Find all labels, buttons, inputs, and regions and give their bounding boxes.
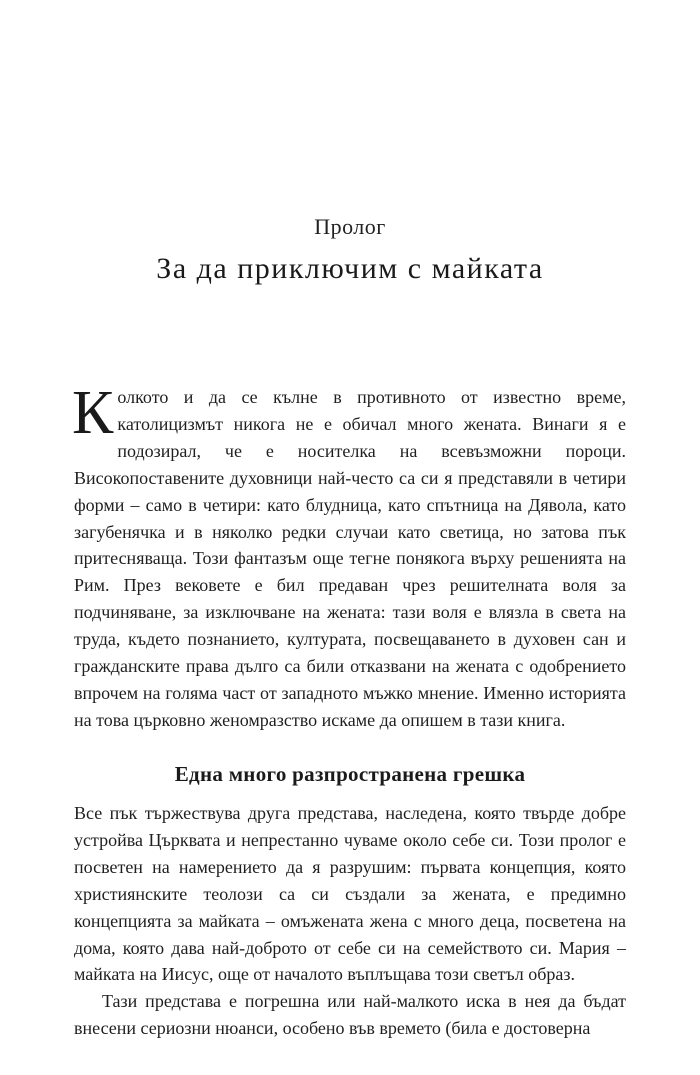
drop-cap-letter: К	[72, 379, 114, 447]
intro-paragraph	[72, 379, 626, 734]
prolog-label: Пролог	[314, 214, 386, 239]
section-paragraph-1: Все пък тържествува друга представа, наследена, която твърде добре устройва Църквата и непрестанно чуваме около себе си. Този пролог е посветен на намерението да я разрушим: първата концепция, която християнските теолози са си създали за жената, е предимно концепцията за майката – омъжената жена с много деца, посветена на дома, която дава най-доброто от себе си на семейството си. Мария – майката на Иисус, още от началото въплъщава този светъл образ.	[74, 803, 626, 985]
section-heading: Една много разпространена грешка	[174, 762, 526, 786]
intro-text: олкото и да се кълне в противното от известно време, католицизмът никога не е обичал много жената. Винаги я е подозирал, че е носителка на всевъзможни пороци. Високопоставените духовници най-често са си я представяли в четири форми – само в четири: като блудница, като спътница на Дявола, като загубенячка и в няколко редки случаи като светица, но затова пък притесняваща. Този фантазъм още тегне понякога върху решенията на Рим. През вековете е бил предаван чрез решителната воля за подчиняване, за изключване на жената: тази воля е влязла в света на труда, където познанието, културата, посвещаването в духовен сан и гражданските права дълго са били отказвани на жената с одобрението впрочем на голяма част от западното мъжко мнение. Именно историята на това църковно женомразство искаме да опишем в тази книга.	[74, 387, 626, 730]
section-body	[74, 800, 626, 1042]
chapter-title: За да приключим с майката	[156, 252, 544, 285]
section-paragraph-2: Тази представа е погрешна или най-малкото иска в нея да бъдат внесени сериозни нюанси, особено във времето (била е достоверна	[74, 991, 626, 1039]
